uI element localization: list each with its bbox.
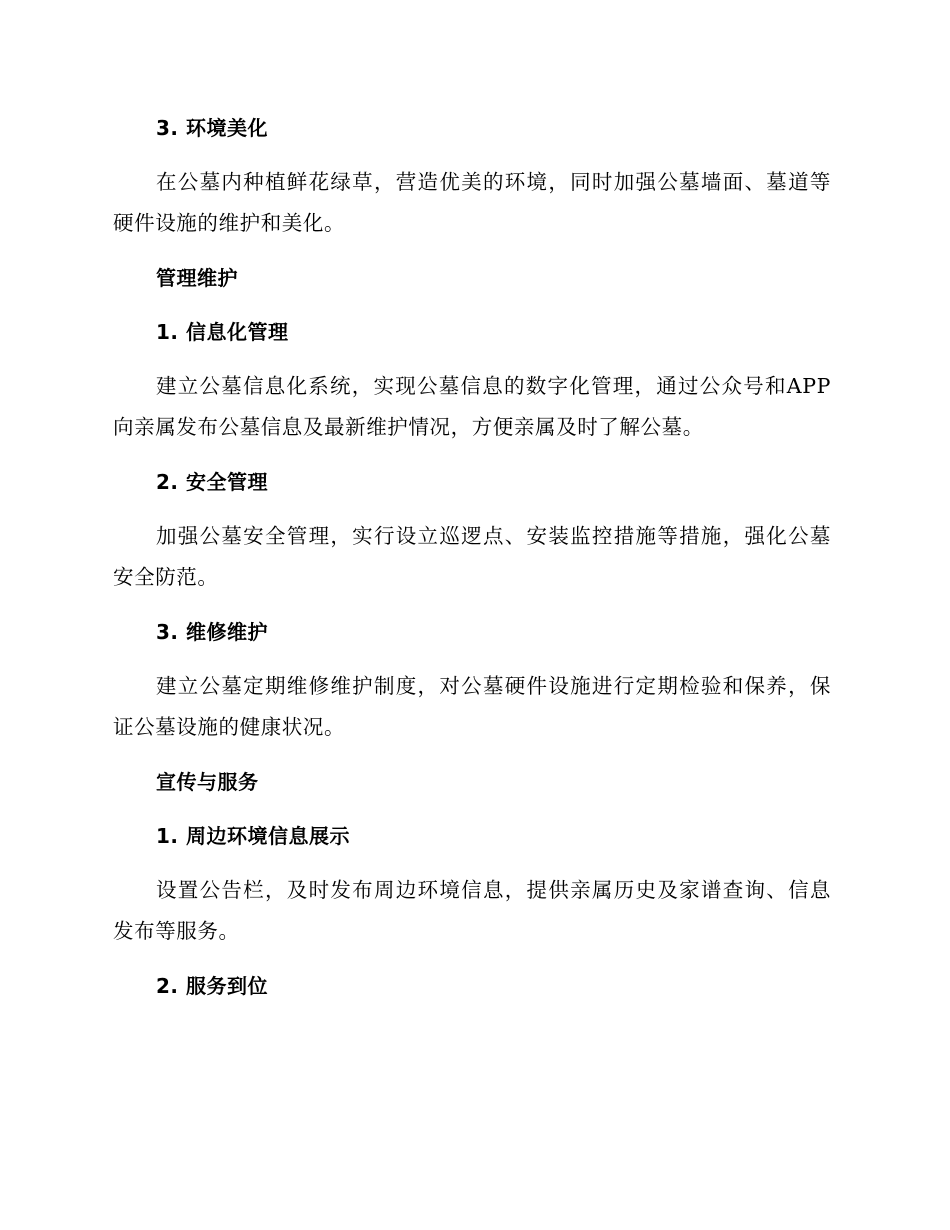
paragraph-informatization: 建立公墓信息化系统，实现公墓信息的数字化管理，通过公众号和APP向亲属发布公墓信息及最新维护情况，方便亲属及时了解公墓。	[113, 374, 831, 439]
paragraph-environment: 在公墓内种植鲜花绿草，营造优美的环境，同时加强公墓墙面、墓道等硬件设施的维护和美化。	[113, 170, 831, 235]
document-body	[113, 108, 831, 1020]
section-heading-informatization: 1. 信息化管理	[156, 320, 289, 344]
paragraph-security: 加强公墓安全管理，实行设立巡逻点、安装监控措施等措施，强化公墓安全防范。	[113, 524, 831, 589]
section-heading-environment: 3. 环境美化	[156, 116, 268, 140]
section-heading-management: 管理维护	[156, 266, 238, 290]
paragraph-surroundings: 设置公告栏，及时发布周边环境信息，提供亲属历史及家谱查询、信息发布等服务。	[113, 878, 831, 943]
section-heading-maintenance: 3. 维修维护	[156, 620, 268, 644]
section-heading-service: 2. 服务到位	[156, 974, 268, 998]
section-heading-surroundings: 1. 周边环境信息展示	[156, 824, 350, 848]
paragraph-maintenance: 建立公墓定期维修维护制度，对公墓硬件设施进行定期检验和保养，保证公墓设施的健康状况。	[113, 674, 831, 739]
section-heading-security: 2. 安全管理	[156, 470, 268, 494]
section-heading-publicity: 宣传与服务	[156, 770, 259, 794]
